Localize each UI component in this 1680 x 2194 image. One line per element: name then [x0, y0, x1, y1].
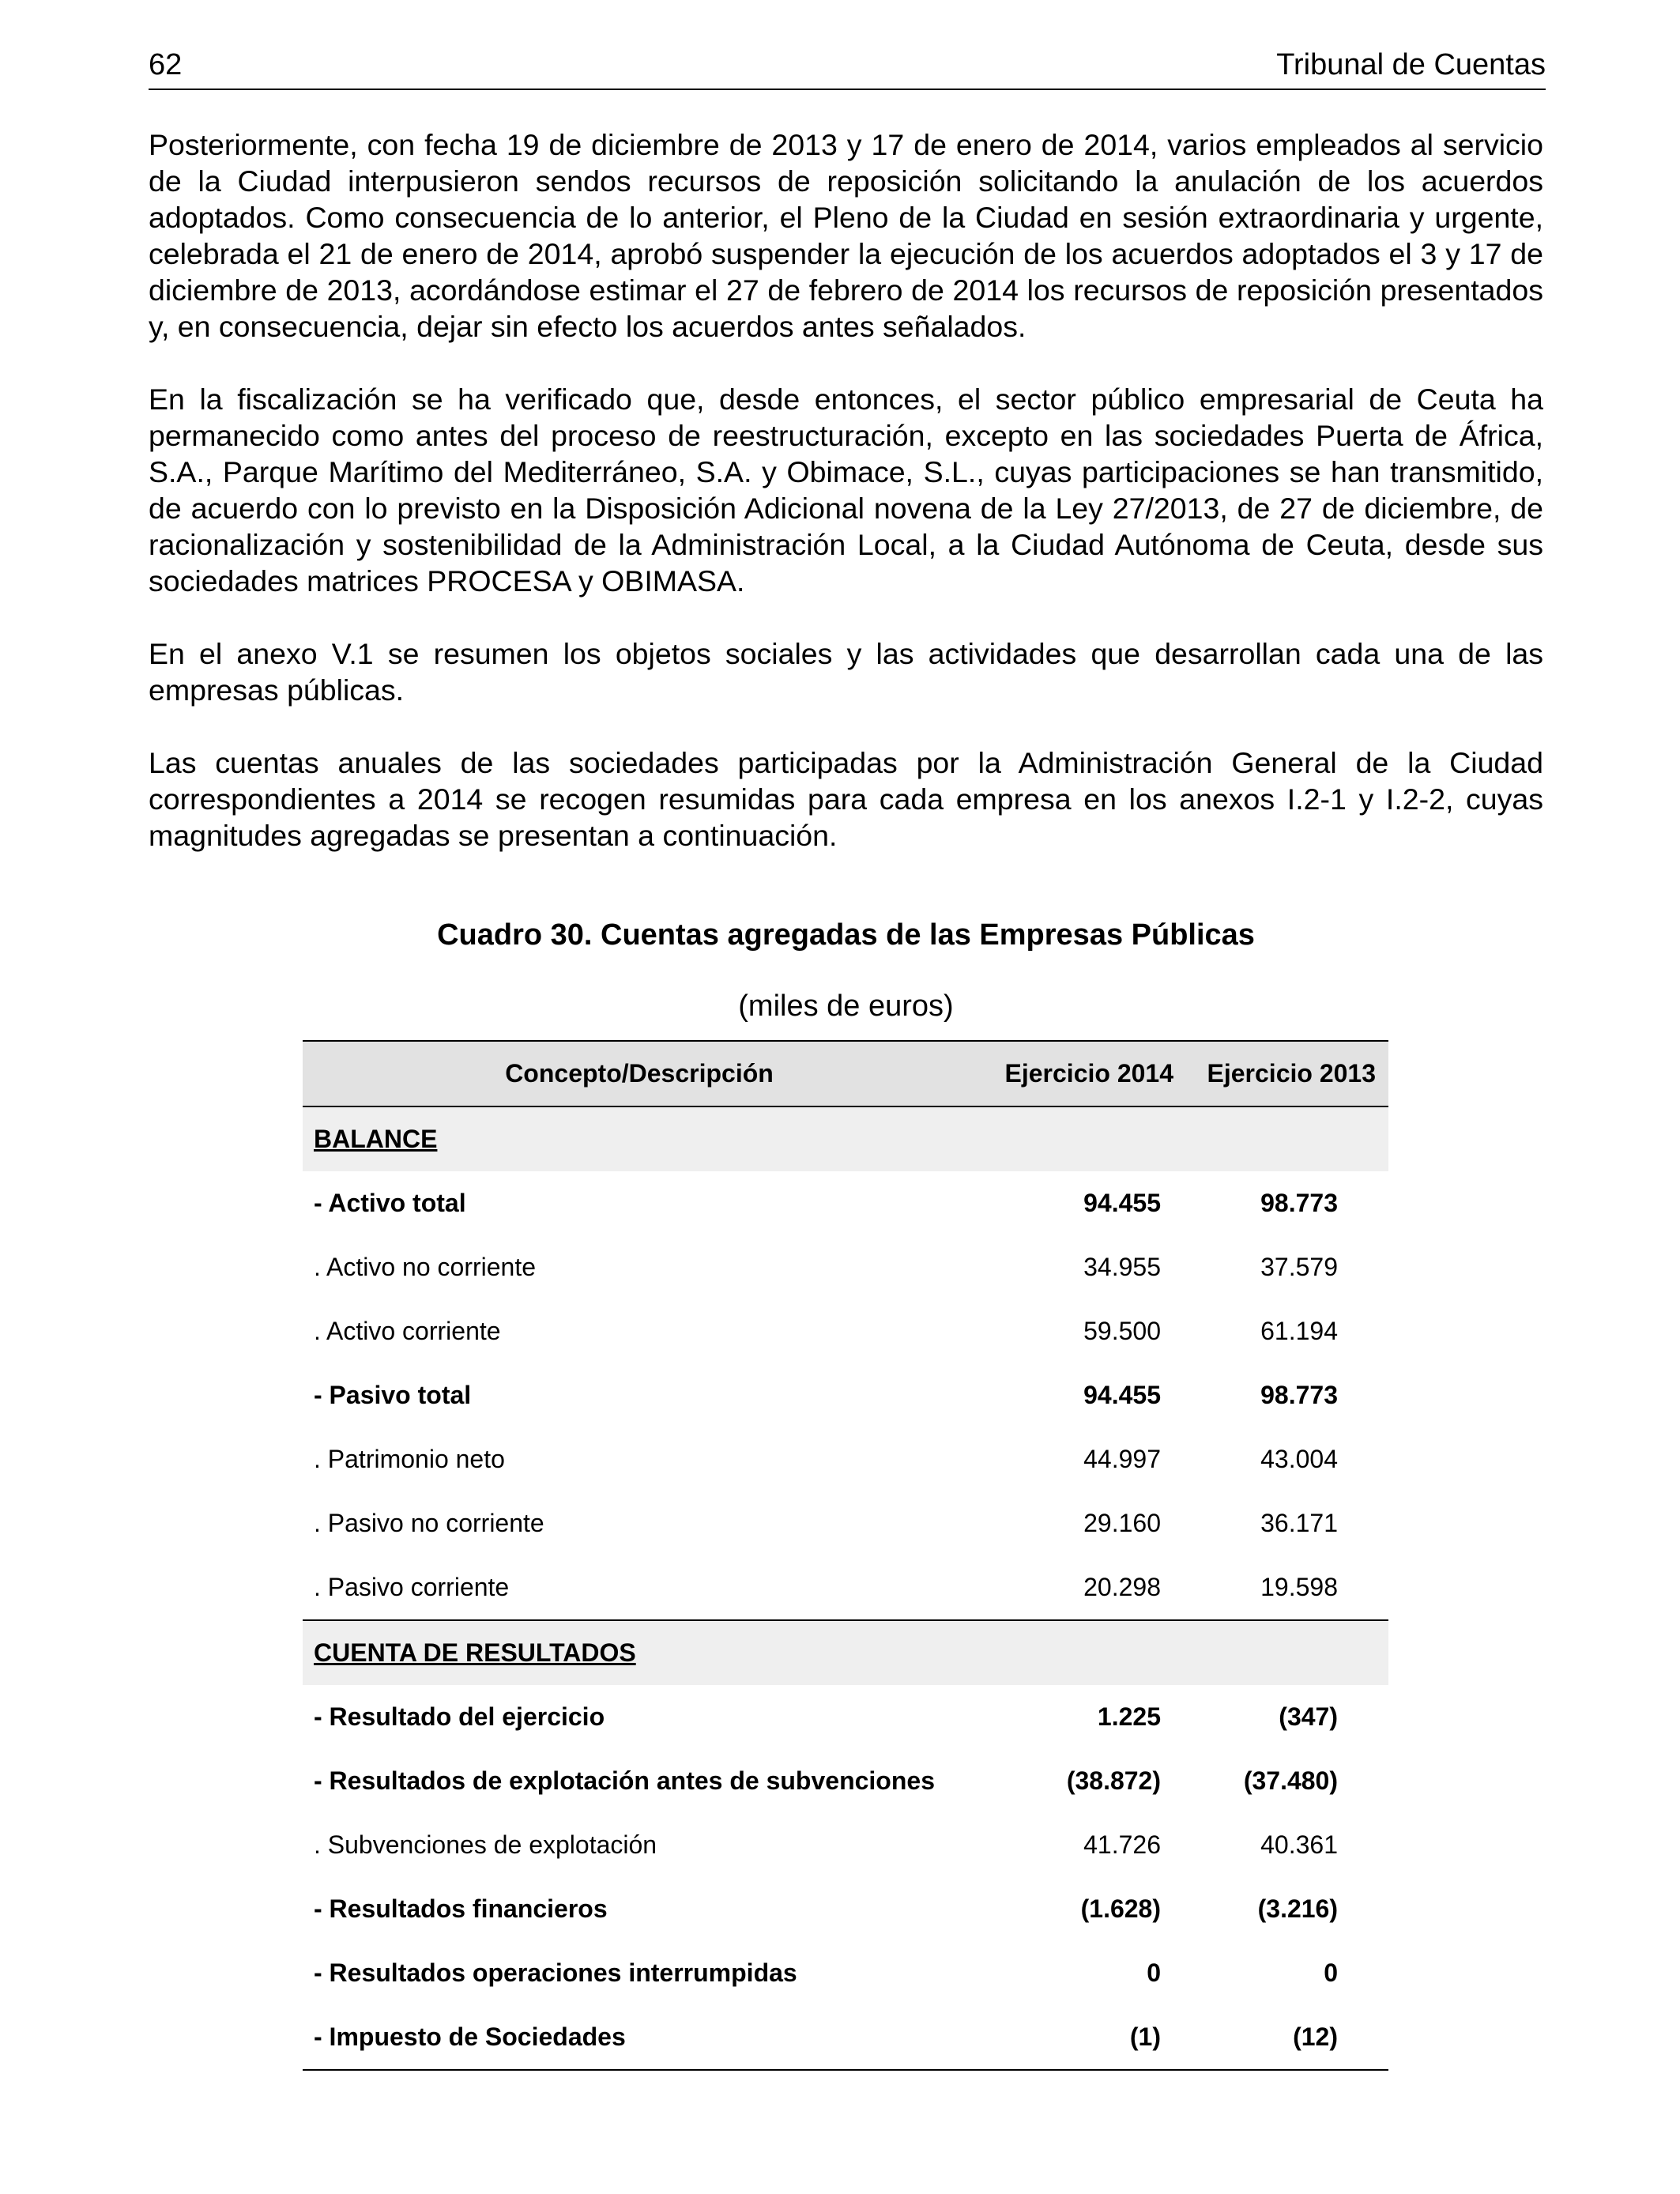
table-row [303, 1877, 1388, 1941]
table-row [303, 2005, 1388, 2070]
table-row [303, 1235, 1388, 1299]
table-row [303, 1427, 1388, 1491]
running-title: Tribunal de Cuentas [1276, 48, 1546, 81]
row-label: . Activo corriente [314, 1317, 501, 1345]
table-body [303, 1106, 1388, 2070]
section-label-balance: BALANCE [314, 1125, 438, 1153]
row-label: - Pasivo total [314, 1381, 472, 1409]
row-label: - Impuesto de Sociedades [314, 2022, 626, 2051]
value-2014: 0 [1147, 1958, 1161, 1987]
table-row [303, 1813, 1388, 1877]
value-2014: 1.225 [1097, 1702, 1161, 1731]
value-2013: 36.171 [1260, 1509, 1338, 1537]
table-row [303, 1685, 1388, 1749]
table-title: Cuadro 30. Cuentas agregadas de las Empresas Públicas [437, 918, 1255, 952]
value-2014: 94.455 [1083, 1189, 1161, 1217]
page-number: 62 [149, 48, 183, 81]
paragraph-2: En la fiscalización se ha verificado que, desde entonces, el sector público empresarial de Ceuta ha permanecido como antes del proceso de reestructuración, excepto en las sociedades Puerta de África, S.A., Parque Marítimo del Mediterráneo, S.A. y Obimace, S.L., cuyas participaciones se han transmitido, de acuerdo con lo previsto en la Disposición Adicional novena de la Ley 27/2013, de 27 de diciembre, de racionalización y sostenibilidad de la Administración Local, a la Ciudad Autónoma de Ceuta, desde sus sociedades matrices PROCESA y OBIMASA. [149, 383, 1543, 598]
header-2013: Ejercicio 2013 [1207, 1059, 1376, 1088]
accounts-table [303, 1040, 1388, 2071]
row-label: . Activo no corriente [314, 1253, 537, 1281]
paragraph-3: En el anexo V.1 se resumen los objetos sociales y las actividades que desarrollan cada una de las empresas públicas. [149, 637, 1543, 707]
row-label: - Activo total [314, 1189, 466, 1217]
value-2014: 44.997 [1083, 1445, 1161, 1473]
table-row [303, 1491, 1388, 1555]
table-header-row [303, 1041, 1388, 1106]
value-2014: (38.872) [1066, 1766, 1161, 1795]
table-units: (miles de euros) [738, 990, 954, 1023]
row-label: . Patrimonio neto [314, 1445, 505, 1473]
value-2013: (3.216) [1257, 1894, 1338, 1923]
page-header [149, 47, 1546, 90]
row-label: - Resultados de explotación antes de subvenciones [314, 1766, 935, 1795]
value-2013: 19.598 [1260, 1573, 1338, 1601]
row-label: - Resultados operaciones interrumpidas [314, 1958, 797, 1987]
table-row [303, 1363, 1388, 1427]
paragraph-1: Posteriormente, con fecha 19 de diciembre de 2013 y 17 de enero de 2014, varios empleados al servicio de la Ciudad interpusieron sendos recursos de reposición solicitando la anulación de los acuerdos adoptados. Como consecuencia de lo anterior, el Pleno de la Ciudad en sesión extraordinaria y urgente, celebrada el 21 de enero de 2014, aprobó suspender la ejecución de los acuerdos adoptados el 3 y 17 de diciembre de 2013, acordándose estimar el 27 de febrero de 2014 los recursos de reposición presentados y, en consecuencia, dejar sin efecto los acuerdos antes señalados. [149, 128, 1543, 343]
section-label-results: CUENTA DE RESULTADOS [314, 1638, 636, 1667]
value-2013: (347) [1279, 1702, 1338, 1731]
value-2014: 94.455 [1083, 1381, 1161, 1409]
value-2013: 98.773 [1260, 1189, 1338, 1217]
value-2013: (37.480) [1243, 1766, 1338, 1795]
value-2014: (1) [1129, 2022, 1161, 2051]
table-row [303, 1555, 1388, 1620]
row-label: . Subvenciones de explotación [314, 1830, 657, 1859]
value-2013: 37.579 [1260, 1253, 1338, 1281]
value-2013: (12) [1293, 2022, 1338, 2051]
table-row [303, 1171, 1388, 1235]
value-2014: (1.628) [1080, 1894, 1161, 1923]
section-row-balance [303, 1106, 1388, 1171]
value-2013: 0 [1324, 1958, 1338, 1987]
section-row-results [303, 1620, 1388, 1685]
value-2014: 20.298 [1083, 1573, 1161, 1601]
row-label: - Resultados financieros [314, 1894, 608, 1923]
value-2014: 34.955 [1083, 1253, 1161, 1281]
header-2014: Ejercicio 2014 [1004, 1059, 1173, 1088]
value-2014: 29.160 [1083, 1509, 1161, 1537]
value-2013: 40.361 [1260, 1830, 1338, 1859]
row-label: - Resultado del ejercicio [314, 1702, 605, 1731]
value-2013: 43.004 [1260, 1445, 1338, 1473]
value-2013: 98.773 [1260, 1381, 1338, 1409]
header-concept: Concepto/Descripción [505, 1059, 774, 1088]
row-label: . Pasivo no corriente [314, 1509, 544, 1537]
table-row [303, 1941, 1388, 2005]
table-row [303, 1299, 1388, 1363]
value-2013: 61.194 [1260, 1317, 1338, 1345]
row-label: . Pasivo corriente [314, 1573, 510, 1601]
table-row [303, 1749, 1388, 1813]
value-2014: 41.726 [1083, 1830, 1161, 1859]
paragraph-4: Las cuentas anuales de las sociedades participadas por la Administración General de la Ciudad correspondientes a 2014 se recogen resumidas para cada empresa en los anexos I.2-1 y I.2-2, cuyas magnitudes agregadas se presentan a continuación. [149, 746, 1543, 852]
value-2014: 59.500 [1083, 1317, 1161, 1345]
body-text [149, 126, 1543, 890]
